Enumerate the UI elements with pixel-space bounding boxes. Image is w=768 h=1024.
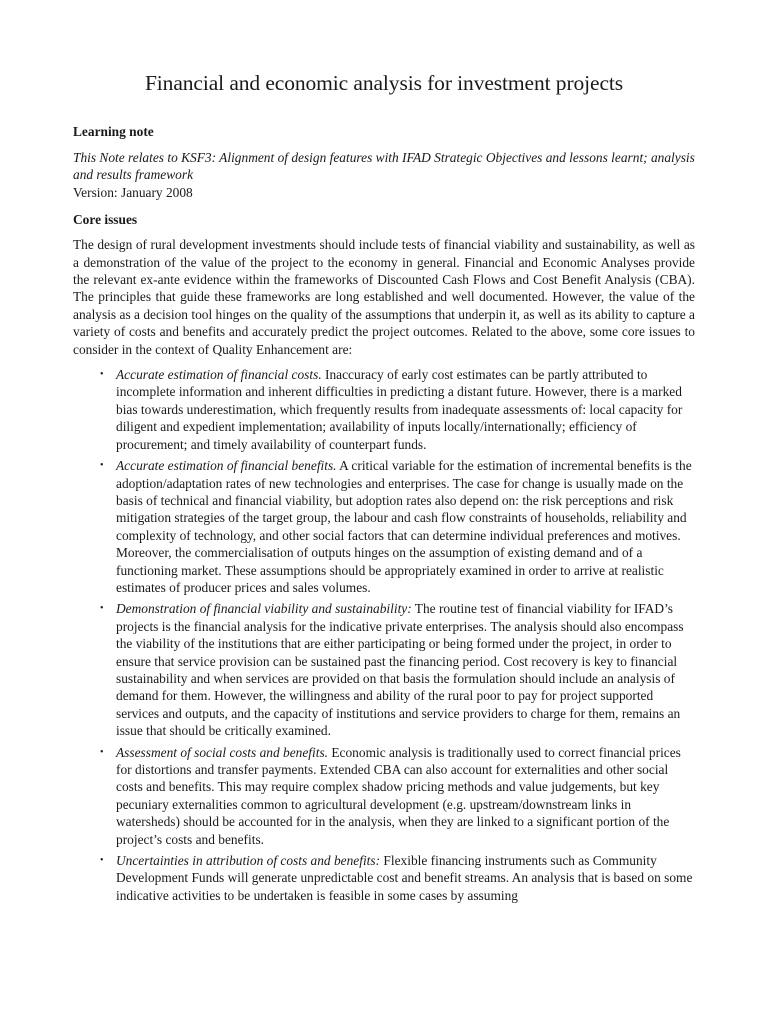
item-lead: Assessment of social costs and benefits. [116,744,329,760]
item-lead: Demonstration of financial viability and sustainability: [116,601,412,617]
item-lead: Accurate estimation of financial costs. [116,367,322,383]
item-text: A critical variable for the estimation of incremental benefits is the adoption/adaptation rates of new technologies and enterprises. The case for change is usually made on the basis of technical and financial viability, but adoption rates also depend on: the risk perceptions and risk mitigation strategies of the target group, the labour and cash flow constraints of households, reliability and complexity of technology, and other social factors that can determine individual preferences and motives. Moreover, the commercialisation of outputs hinges on the assumption of existing demand and of a functioning market. These assumptions should be appropriately examined in order to arrive at realistic estimates of producer prices and sales volumes. [116,458,692,595]
bullet-icon: • [100,460,104,472]
bullet-icon: • [100,746,104,758]
list-item [73,366,695,453]
item-text: The routine test of financial viability for IFAD’s projects is the financial analysis for the indicative private enterprises. The analysis should also encompass the viability of the institutions that are either participating or being formed under the project, in order to ensure that service provision can be sustained past the financing period. Cost recovery is key to financial sustainability and when services are provided on that basis the formulation should include an analysis of demand for them. However, the willingness and ability of the rural poor to pay for project supported services and outputs, and the capacity of institutions and service providers to charge for them, remains an issue that should be critically examined. [116,601,684,739]
bullet-icon: • [100,603,104,615]
item-text: Economic analysis is traditionally used to correct financial prices for distortions and transfer payments. Extended CBA can also account for externalities and other social costs and benefits. This may require complex shadow pricing methods and value judgements, but key pecuniary externalities common to agricultural development (e.g. upstream/downstream links in watersheds) should be accounted for in the analysis, when they are linked to a significant portion of the project’s costs and benefits. [116,744,681,847]
ksf-note: This Note relates to KSF3: Alignment of design features with IFAD Strategic Objectives and lessons learnt; analysis and results framework [73,150,695,183]
bullet-icon: • [100,855,104,867]
document-title: Financial and economic analysis for investment projects [144,71,624,95]
list-item [73,744,695,848]
section-heading-core-issues: Core issues [73,212,138,228]
item-text: Inaccuracy of early cost estimates can be partly attributed to incomplete information and inherent difficulties in predicting a distant future. However, there is a marked bias towards underestimation, which frequently results from inadequate assessments of: local capacity for diligent and expedient implementation; availability of inputs locally/internationally; efficiency of procurement; and timely availability of counterpart funds. [116,367,683,452]
list-item [73,457,695,596]
document-meta [73,149,695,201]
intro-paragraph: The design of rural development investments should include tests of financial viability and sustainability, as well as a demonstration of the value of the project to the economy in general. Financial and Economic Analyses provide the relevant ex-ante evidence within the frameworks of Discounted Cash Flows and Cost Benefit Analysis (CBA). The principles that guide these frameworks are long established and well documented. However, the value of the analysis as a decision tool hinges on the quality of the assumptions that underpin it, as well as its ability to capture a variety of costs and benefits and accurately predict the project outcomes. Related to the above, some core issues to consider in the context of Quality Enhancement are: [73,237,695,357]
bullet-icon: • [100,369,104,381]
list-item [73,852,695,904]
version-line: Version: January 2008 [73,184,193,200]
core-issues-list [73,366,695,904]
item-lead: Uncertainties in attribution of costs and benefits: [116,853,381,869]
item-lead: Accurate estimation of financial benefits. [116,458,337,474]
list-item [73,600,695,739]
item-text: Flexible financing instruments such as Community Development Funds will generate unpredictable cost and benefit streams. An analysis that is based on some indicative activities to be undertaken is feasible in some cases by assuming [116,853,693,903]
learning-note-label: Learning note [73,124,154,139]
